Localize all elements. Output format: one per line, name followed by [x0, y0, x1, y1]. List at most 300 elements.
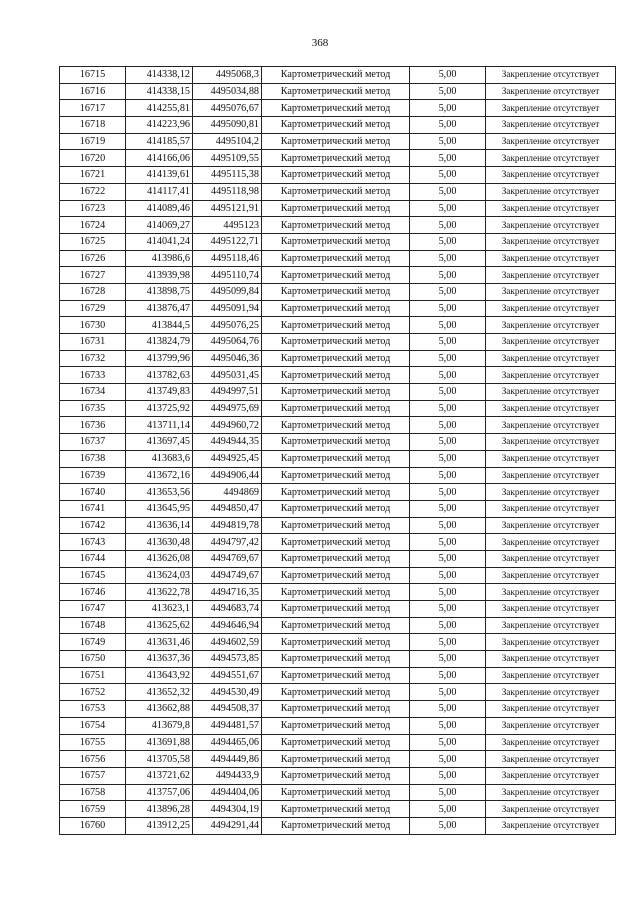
y-coordinate-cell: 4495104,2	[193, 133, 262, 150]
error-cell: 5,00	[410, 784, 486, 801]
error-cell: 5,00	[410, 183, 486, 200]
y-coordinate-cell: 4494465,06	[193, 734, 262, 751]
x-coordinate-cell: 413631,46	[126, 634, 193, 651]
method-cell: Картометрический метод	[262, 784, 410, 801]
y-coordinate-cell: 4494573,85	[193, 651, 262, 668]
error-cell: 5,00	[410, 67, 486, 84]
method-cell: Картометрический метод	[262, 817, 410, 834]
fixation-cell: Закрепление отсутствует	[486, 317, 616, 334]
method-cell: Картометрический метод	[262, 417, 410, 434]
point-number-cell: 16756	[60, 751, 126, 768]
table-row	[60, 334, 616, 351]
error-cell: 5,00	[410, 100, 486, 117]
table-row	[60, 734, 616, 751]
table-row	[60, 217, 616, 234]
fixation-cell: Закрепление отсутствует	[486, 100, 616, 117]
fixation-cell: Закрепление отсутствует	[486, 550, 616, 567]
table-row	[60, 450, 616, 467]
error-cell: 5,00	[410, 167, 486, 184]
point-number-cell: 16727	[60, 267, 126, 284]
table-row	[60, 150, 616, 167]
method-cell: Картометрический метод	[262, 517, 410, 534]
point-number-cell: 16717	[60, 100, 126, 117]
table-row	[60, 133, 616, 150]
x-coordinate-cell: 413623,1	[126, 601, 193, 618]
point-number-cell: 16735	[60, 400, 126, 417]
coordinates-table-body	[60, 67, 616, 835]
error-cell: 5,00	[410, 334, 486, 351]
table-row	[60, 317, 616, 334]
error-cell: 5,00	[410, 684, 486, 701]
table-row	[60, 250, 616, 267]
point-number-cell: 16737	[60, 434, 126, 451]
fixation-cell: Закрепление отсутствует	[486, 734, 616, 751]
point-number-cell: 16755	[60, 734, 126, 751]
x-coordinate-cell: 413662,88	[126, 701, 193, 718]
point-number-cell: 16728	[60, 283, 126, 300]
x-coordinate-cell: 413691,88	[126, 734, 193, 751]
y-coordinate-cell: 4494975,69	[193, 400, 262, 417]
y-coordinate-cell: 4494997,51	[193, 384, 262, 401]
table-row	[60, 567, 616, 584]
x-coordinate-cell: 413799,96	[126, 350, 193, 367]
x-coordinate-cell: 413876,47	[126, 300, 193, 317]
method-cell: Картометрический метод	[262, 67, 410, 84]
fixation-cell: Закрепление отсутствует	[486, 233, 616, 250]
table-row	[60, 584, 616, 601]
error-cell: 5,00	[410, 550, 486, 567]
table-row	[60, 350, 616, 367]
y-coordinate-cell: 4495068,3	[193, 67, 262, 84]
x-coordinate-cell: 413683,6	[126, 450, 193, 467]
y-coordinate-cell: 4495076,25	[193, 317, 262, 334]
fixation-cell: Закрепление отсутствует	[486, 517, 616, 534]
fixation-cell: Закрепление отсутствует	[486, 400, 616, 417]
point-number-cell: 16744	[60, 550, 126, 567]
method-cell: Картометрический метод	[262, 434, 410, 451]
point-number-cell: 16726	[60, 250, 126, 267]
point-number-cell: 16743	[60, 534, 126, 551]
method-cell: Картометрический метод	[262, 400, 410, 417]
y-coordinate-cell: 4495099,84	[193, 283, 262, 300]
fixation-cell: Закрепление отсутствует	[486, 300, 616, 317]
point-number-cell: 16748	[60, 617, 126, 634]
x-coordinate-cell: 414223,96	[126, 117, 193, 134]
table-row	[60, 651, 616, 668]
table-row	[60, 751, 616, 768]
y-coordinate-cell: 4495064,76	[193, 334, 262, 351]
error-cell: 5,00	[410, 634, 486, 651]
point-number-cell: 16750	[60, 651, 126, 668]
fixation-cell: Закрепление отсутствует	[486, 200, 616, 217]
fixation-cell: Закрепление отсутствует	[486, 500, 616, 517]
method-cell: Картометрический метод	[262, 617, 410, 634]
method-cell: Картометрический метод	[262, 450, 410, 467]
method-cell: Картометрический метод	[262, 484, 410, 501]
error-cell: 5,00	[410, 283, 486, 300]
error-cell: 5,00	[410, 317, 486, 334]
error-cell: 5,00	[410, 267, 486, 284]
x-coordinate-cell: 414069,27	[126, 217, 193, 234]
fixation-cell: Закрепление отсутствует	[486, 767, 616, 784]
fixation-cell: Закрепление отсутствует	[486, 133, 616, 150]
x-coordinate-cell: 414089,46	[126, 200, 193, 217]
method-cell: Картометрический метод	[262, 717, 410, 734]
point-number-cell: 16734	[60, 384, 126, 401]
y-coordinate-cell: 4495121,91	[193, 200, 262, 217]
point-number-cell: 16729	[60, 300, 126, 317]
fixation-cell: Закрепление отсутствует	[486, 167, 616, 184]
point-number-cell: 16739	[60, 467, 126, 484]
table-row	[60, 617, 616, 634]
y-coordinate-cell: 4494683,74	[193, 601, 262, 618]
point-number-cell: 16723	[60, 200, 126, 217]
fixation-cell: Закрепление отсутствует	[486, 67, 616, 84]
y-coordinate-cell: 4495118,46	[193, 250, 262, 267]
x-coordinate-cell: 413643,92	[126, 667, 193, 684]
error-cell: 5,00	[410, 484, 486, 501]
point-number-cell: 16740	[60, 484, 126, 501]
error-cell: 5,00	[410, 567, 486, 584]
table-row	[60, 417, 616, 434]
x-coordinate-cell: 413824,79	[126, 334, 193, 351]
fixation-cell: Закрепление отсутствует	[486, 651, 616, 668]
fixation-cell: Закрепление отсутствует	[486, 450, 616, 467]
x-coordinate-cell: 413896,28	[126, 801, 193, 818]
error-cell: 5,00	[410, 584, 486, 601]
table-row	[60, 701, 616, 718]
y-coordinate-cell: 4494819,78	[193, 517, 262, 534]
point-number-cell: 16747	[60, 601, 126, 618]
method-cell: Картометрический метод	[262, 651, 410, 668]
fixation-cell: Закрепление отсутствует	[486, 217, 616, 234]
method-cell: Картометрический метод	[262, 684, 410, 701]
error-cell: 5,00	[410, 150, 486, 167]
fixation-cell: Закрепление отсутствует	[486, 250, 616, 267]
table-row	[60, 117, 616, 134]
fixation-cell: Закрепление отсутствует	[486, 534, 616, 551]
x-coordinate-cell: 413697,45	[126, 434, 193, 451]
point-number-cell: 16757	[60, 767, 126, 784]
table-row	[60, 100, 616, 117]
x-coordinate-cell: 413711,14	[126, 417, 193, 434]
point-number-cell: 16721	[60, 167, 126, 184]
method-cell: Картометрический метод	[262, 601, 410, 618]
method-cell: Картометрический метод	[262, 734, 410, 751]
y-coordinate-cell: 4494769,67	[193, 550, 262, 567]
error-cell: 5,00	[410, 417, 486, 434]
x-coordinate-cell: 413672,16	[126, 467, 193, 484]
y-coordinate-cell: 4494925,45	[193, 450, 262, 467]
y-coordinate-cell: 4495090,81	[193, 117, 262, 134]
error-cell: 5,00	[410, 117, 486, 134]
y-coordinate-cell: 4494960,72	[193, 417, 262, 434]
fixation-cell: Закрепление отсутствует	[486, 617, 616, 634]
method-cell: Картометрический метод	[262, 567, 410, 584]
x-coordinate-cell: 413645,95	[126, 500, 193, 517]
fixation-cell: Закрепление отсутствует	[486, 817, 616, 834]
fixation-cell: Закрепление отсутствует	[486, 183, 616, 200]
method-cell: Картометрический метод	[262, 83, 410, 100]
x-coordinate-cell: 413636,14	[126, 517, 193, 534]
point-number-cell: 16753	[60, 701, 126, 718]
x-coordinate-cell: 414139,61	[126, 167, 193, 184]
y-coordinate-cell: 4494291,44	[193, 817, 262, 834]
table-row	[60, 467, 616, 484]
table-row	[60, 484, 616, 501]
y-coordinate-cell: 4495034,88	[193, 83, 262, 100]
error-cell: 5,00	[410, 534, 486, 551]
x-coordinate-cell: 414166,06	[126, 150, 193, 167]
fixation-cell: Закрепление отсутствует	[486, 701, 616, 718]
y-coordinate-cell: 4495031,45	[193, 367, 262, 384]
error-cell: 5,00	[410, 817, 486, 834]
method-cell: Картометрический метод	[262, 133, 410, 150]
y-coordinate-cell: 4494850,47	[193, 500, 262, 517]
point-number-cell: 16751	[60, 667, 126, 684]
x-coordinate-cell: 413626,08	[126, 550, 193, 567]
point-number-cell: 16732	[60, 350, 126, 367]
method-cell: Картометрический метод	[262, 300, 410, 317]
fixation-cell: Закрепление отсутствует	[486, 83, 616, 100]
table-row	[60, 67, 616, 84]
y-coordinate-cell: 4494797,42	[193, 534, 262, 551]
method-cell: Картометрический метод	[262, 217, 410, 234]
y-coordinate-cell: 4494530,49	[193, 684, 262, 701]
y-coordinate-cell: 4494508,37	[193, 701, 262, 718]
table-row	[60, 233, 616, 250]
table-row	[60, 601, 616, 618]
fixation-cell: Закрепление отсутствует	[486, 601, 616, 618]
point-number-cell: 16745	[60, 567, 126, 584]
x-coordinate-cell: 413637,36	[126, 651, 193, 668]
point-number-cell: 16718	[60, 117, 126, 134]
error-cell: 5,00	[410, 450, 486, 467]
table-row	[60, 684, 616, 701]
method-cell: Картометрический метод	[262, 267, 410, 284]
table-row	[60, 283, 616, 300]
y-coordinate-cell: 4494551,67	[193, 667, 262, 684]
error-cell: 5,00	[410, 717, 486, 734]
fixation-cell: Закрепление отсутствует	[486, 283, 616, 300]
fixation-cell: Закрепление отсутствует	[486, 434, 616, 451]
table-row	[60, 167, 616, 184]
point-number-cell: 16720	[60, 150, 126, 167]
table-row	[60, 717, 616, 734]
fixation-cell: Закрепление отсутствует	[486, 267, 616, 284]
table-row	[60, 434, 616, 451]
point-number-cell: 16733	[60, 367, 126, 384]
method-cell: Картометрический метод	[262, 534, 410, 551]
table-row	[60, 267, 616, 284]
table-row	[60, 817, 616, 834]
error-cell: 5,00	[410, 617, 486, 634]
page-number: 368	[311, 37, 329, 49]
y-coordinate-cell: 4495091,94	[193, 300, 262, 317]
method-cell: Картометрический метод	[262, 584, 410, 601]
x-coordinate-cell: 413844,5	[126, 317, 193, 334]
error-cell: 5,00	[410, 400, 486, 417]
x-coordinate-cell: 414041,24	[126, 233, 193, 250]
fixation-cell: Закрепление отсутствует	[486, 717, 616, 734]
fixation-cell: Закрепление отсутствует	[486, 801, 616, 818]
y-coordinate-cell: 4494481,57	[193, 717, 262, 734]
x-coordinate-cell: 414117,41	[126, 183, 193, 200]
x-coordinate-cell: 413898,75	[126, 283, 193, 300]
method-cell: Картометрический метод	[262, 150, 410, 167]
fixation-cell: Закрепление отсутствует	[486, 684, 616, 701]
method-cell: Картометрический метод	[262, 317, 410, 334]
fixation-cell: Закрепление отсутствует	[486, 367, 616, 384]
method-cell: Картометрический метод	[262, 283, 410, 300]
fixation-cell: Закрепление отсутствует	[486, 751, 616, 768]
fixation-cell: Закрепление отсутствует	[486, 784, 616, 801]
fixation-cell: Закрепление отсутствует	[486, 417, 616, 434]
error-cell: 5,00	[410, 467, 486, 484]
method-cell: Картометрический метод	[262, 250, 410, 267]
x-coordinate-cell: 414338,15	[126, 83, 193, 100]
method-cell: Картометрический метод	[262, 233, 410, 250]
point-number-cell: 16719	[60, 133, 126, 150]
y-coordinate-cell: 4494404,06	[193, 784, 262, 801]
point-number-cell: 16746	[60, 584, 126, 601]
y-coordinate-cell: 4495118,98	[193, 183, 262, 200]
error-cell: 5,00	[410, 367, 486, 384]
y-coordinate-cell: 4494944,35	[193, 434, 262, 451]
table-row	[60, 767, 616, 784]
method-cell: Картометрический метод	[262, 384, 410, 401]
table-row	[60, 667, 616, 684]
point-number-cell: 16742	[60, 517, 126, 534]
point-number-cell: 16715	[60, 67, 126, 84]
y-coordinate-cell: 4494646,94	[193, 617, 262, 634]
error-cell: 5,00	[410, 384, 486, 401]
error-cell: 5,00	[410, 751, 486, 768]
error-cell: 5,00	[410, 651, 486, 668]
y-coordinate-cell: 4495123	[193, 217, 262, 234]
point-number-cell: 16754	[60, 717, 126, 734]
error-cell: 5,00	[410, 133, 486, 150]
error-cell: 5,00	[410, 350, 486, 367]
point-number-cell: 16730	[60, 317, 126, 334]
y-coordinate-cell: 4494749,67	[193, 567, 262, 584]
error-cell: 5,00	[410, 217, 486, 234]
error-cell: 5,00	[410, 734, 486, 751]
fixation-cell: Закрепление отсутствует	[486, 667, 616, 684]
table-row	[60, 801, 616, 818]
method-cell: Картометрический метод	[262, 634, 410, 651]
point-number-cell: 16749	[60, 634, 126, 651]
error-cell: 5,00	[410, 434, 486, 451]
error-cell: 5,00	[410, 601, 486, 618]
method-cell: Картометрический метод	[262, 100, 410, 117]
x-coordinate-cell: 413622,78	[126, 584, 193, 601]
point-number-cell: 16759	[60, 801, 126, 818]
method-cell: Картометрический метод	[262, 751, 410, 768]
x-coordinate-cell: 413679,8	[126, 717, 193, 734]
table-row	[60, 534, 616, 551]
point-number-cell: 16752	[60, 684, 126, 701]
fixation-cell: Закрепление отсутствует	[486, 484, 616, 501]
table-row	[60, 634, 616, 651]
method-cell: Картометрический метод	[262, 350, 410, 367]
method-cell: Картометрический метод	[262, 767, 410, 784]
table-row	[60, 384, 616, 401]
y-coordinate-cell: 4495046,36	[193, 350, 262, 367]
fixation-cell: Закрепление отсутствует	[486, 384, 616, 401]
x-coordinate-cell: 413912,25	[126, 817, 193, 834]
error-cell: 5,00	[410, 801, 486, 818]
point-number-cell: 16722	[60, 183, 126, 200]
x-coordinate-cell: 414255,81	[126, 100, 193, 117]
method-cell: Картометрический метод	[262, 667, 410, 684]
error-cell: 5,00	[410, 517, 486, 534]
point-number-cell: 16760	[60, 817, 126, 834]
y-coordinate-cell: 4495110,74	[193, 267, 262, 284]
y-coordinate-cell: 4494869	[193, 484, 262, 501]
x-coordinate-cell: 413749,83	[126, 384, 193, 401]
table-row	[60, 367, 616, 384]
method-cell: Картометрический метод	[262, 367, 410, 384]
x-coordinate-cell: 413782,63	[126, 367, 193, 384]
y-coordinate-cell: 4494304,19	[193, 801, 262, 818]
x-coordinate-cell: 413652,32	[126, 684, 193, 701]
error-cell: 5,00	[410, 500, 486, 517]
x-coordinate-cell: 413725,92	[126, 400, 193, 417]
method-cell: Картометрический метод	[262, 500, 410, 517]
table-row	[60, 200, 616, 217]
x-coordinate-cell: 413653,56	[126, 484, 193, 501]
y-coordinate-cell: 4495115,38	[193, 167, 262, 184]
table-row	[60, 300, 616, 317]
table-row	[60, 784, 616, 801]
x-coordinate-cell: 413624,03	[126, 567, 193, 584]
table-row	[60, 517, 616, 534]
x-coordinate-cell: 413986,6	[126, 250, 193, 267]
point-number-cell: 16738	[60, 450, 126, 467]
x-coordinate-cell: 414338,12	[126, 67, 193, 84]
error-cell: 5,00	[410, 233, 486, 250]
error-cell: 5,00	[410, 667, 486, 684]
error-cell: 5,00	[410, 83, 486, 100]
y-coordinate-cell: 4494449,86	[193, 751, 262, 768]
x-coordinate-cell: 413625,62	[126, 617, 193, 634]
x-coordinate-cell: 413630,48	[126, 534, 193, 551]
fixation-cell: Закрепление отсутствует	[486, 567, 616, 584]
point-number-cell: 16741	[60, 500, 126, 517]
table-row	[60, 500, 616, 517]
coordinates-table	[59, 66, 616, 835]
y-coordinate-cell: 4494602,59	[193, 634, 262, 651]
y-coordinate-cell: 4495109,55	[193, 150, 262, 167]
method-cell: Картометрический метод	[262, 801, 410, 818]
error-cell: 5,00	[410, 701, 486, 718]
point-number-cell: 16716	[60, 83, 126, 100]
fixation-cell: Закрепление отсутствует	[486, 117, 616, 134]
table-row	[60, 183, 616, 200]
x-coordinate-cell: 413705,58	[126, 751, 193, 768]
error-cell: 5,00	[410, 200, 486, 217]
y-coordinate-cell: 4495076,67	[193, 100, 262, 117]
point-number-cell: 16724	[60, 217, 126, 234]
method-cell: Картометрический метод	[262, 117, 410, 134]
method-cell: Картометрический метод	[262, 183, 410, 200]
x-coordinate-cell: 414185,57	[126, 133, 193, 150]
point-number-cell: 16736	[60, 417, 126, 434]
x-coordinate-cell: 413721,62	[126, 767, 193, 784]
fixation-cell: Закрепление отсутствует	[486, 467, 616, 484]
fixation-cell: Закрепление отсутствует	[486, 334, 616, 351]
